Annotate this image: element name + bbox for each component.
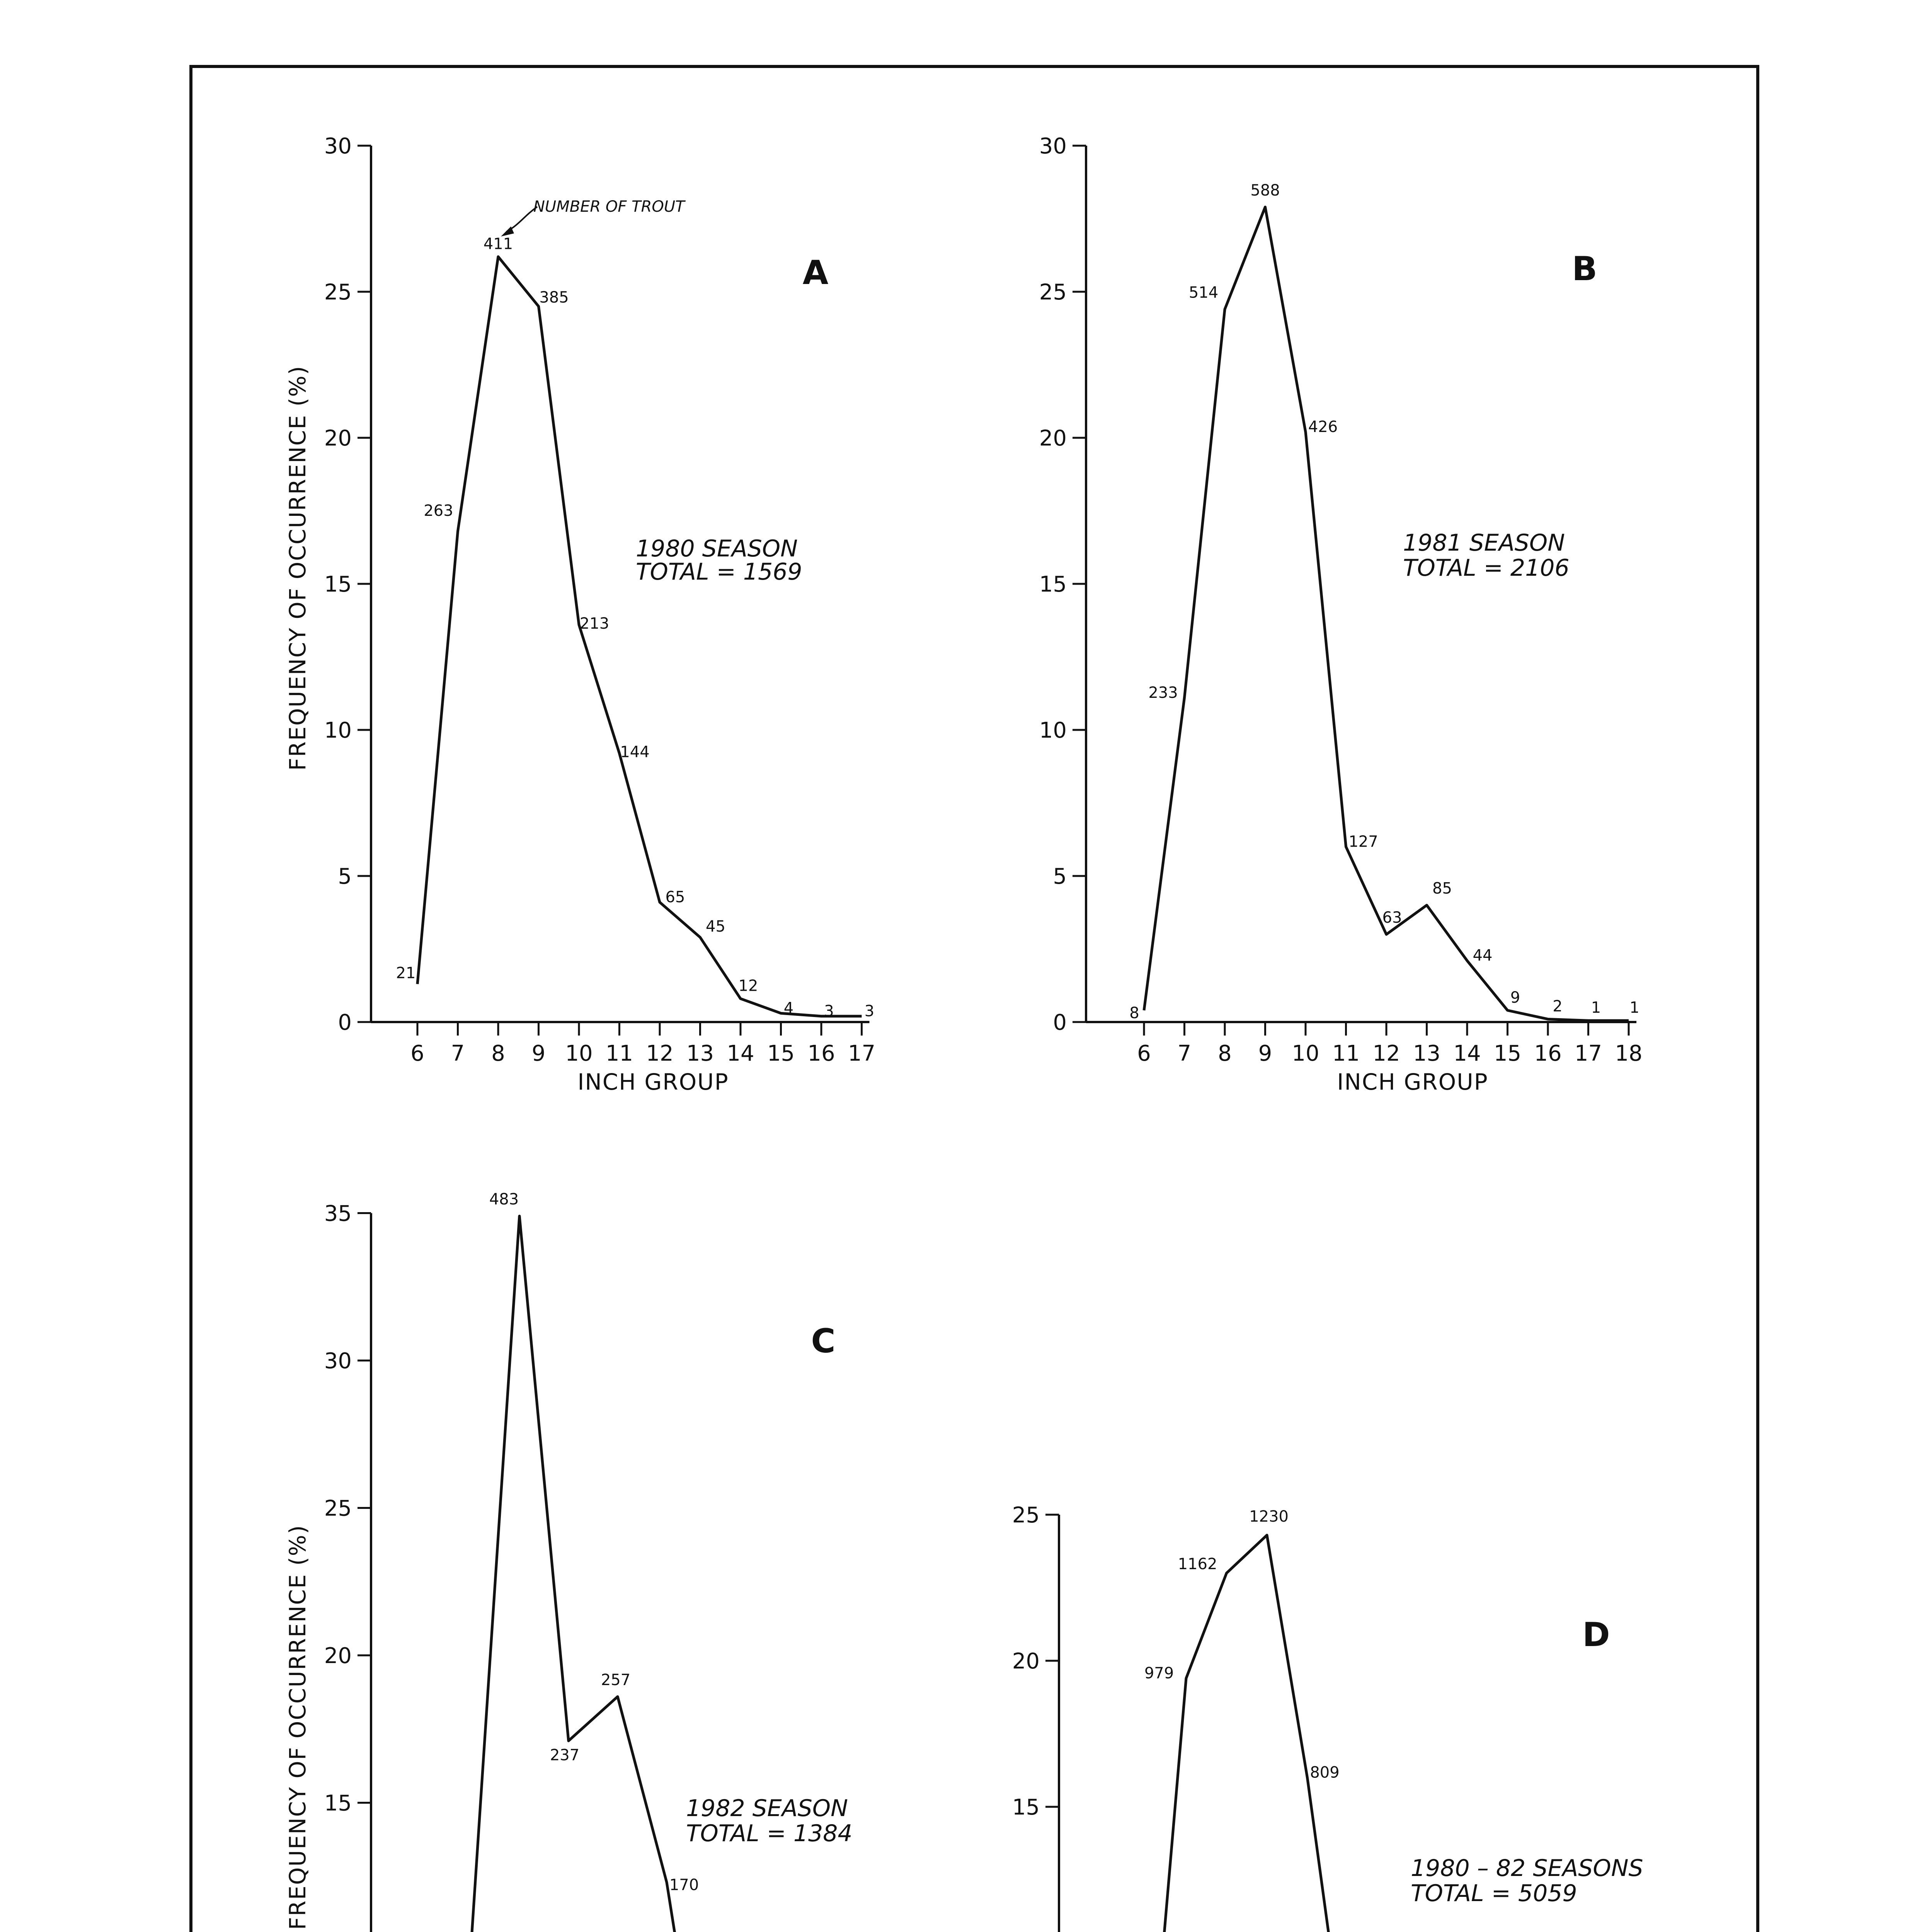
x-axis-title-b: INCH GROUP	[1337, 1069, 1488, 1095]
y-tick-label-b-0: 0	[1053, 1010, 1067, 1035]
total-text-a: TOTAL = 1569	[636, 558, 802, 585]
annotation-text-a: NUMBER OF TROUT	[533, 198, 685, 216]
x-tick-label-a-9: 15	[767, 1041, 795, 1066]
total-text-c: TOTAL = 1384	[686, 1820, 853, 1847]
data-label-d-2: 979	[1144, 1664, 1174, 1682]
data-label-d-4: 1230	[1249, 1507, 1289, 1526]
y-tick-label-c-4: 20	[324, 1643, 352, 1668]
y-tick-label-b-4: 20	[1039, 426, 1067, 451]
y-tick-label-c-7: 35	[324, 1201, 352, 1226]
x-axis-title-a: INCH GROUP	[577, 1069, 729, 1095]
y-tick-label-a-3: 15	[324, 572, 352, 597]
x-tick-label-a-10: 16	[807, 1041, 835, 1066]
data-label-a-9: 4	[783, 999, 794, 1017]
data-label-c-2: 483	[489, 1190, 519, 1209]
data-label-d-3: 1162	[1178, 1555, 1217, 1573]
data-label-a-5: 144	[620, 743, 650, 761]
x-tick-label-a-11: 17	[848, 1041, 876, 1066]
data-label-b-0: 8	[1129, 1004, 1139, 1022]
y-tick-label-c-3: 15	[324, 1791, 352, 1816]
data-label-a-11: 3	[864, 1002, 875, 1020]
x-tick-label-b-10: 16	[1534, 1041, 1562, 1066]
x-tick-label-b-5: 11	[1332, 1041, 1360, 1066]
data-label-b-6: 63	[1382, 909, 1402, 927]
data-label-c-4: 257	[601, 1671, 631, 1689]
x-tick-label-b-2: 8	[1218, 1041, 1232, 1066]
data-label-a-1: 263	[424, 502, 453, 520]
x-tick-label-b-1: 7	[1177, 1041, 1192, 1066]
y-axis-title-a: FREQUENCY OF OCCURRENCE (%)	[284, 365, 311, 771]
x-tick-label-b-4: 10	[1292, 1041, 1319, 1066]
data-label-b-4: 426	[1308, 418, 1338, 436]
y-tick-label-c-5: 25	[324, 1496, 352, 1521]
y-tick-label-d-4: 20	[1012, 1649, 1040, 1674]
y-tick-label-d-3: 15	[1012, 1795, 1040, 1820]
data-label-d-5: 809	[1310, 1764, 1340, 1782]
x-tick-label-b-0: 6	[1137, 1041, 1151, 1066]
data-label-b-12: 1	[1629, 999, 1639, 1017]
y-tick-label-a-6: 30	[324, 134, 352, 159]
x-tick-label-a-8: 14	[727, 1041, 754, 1066]
x-tick-label-b-8: 14	[1453, 1041, 1481, 1066]
panel-letter-b: B	[1572, 250, 1597, 288]
y-tick-label-a-1: 5	[338, 864, 352, 889]
x-tick-label-a-0: 6	[410, 1041, 424, 1066]
y-tick-label-b-6: 30	[1039, 134, 1067, 159]
data-label-a-8: 12	[738, 977, 758, 995]
data-label-a-4: 213	[579, 614, 609, 633]
data-label-b-7: 85	[1432, 879, 1452, 898]
x-tick-label-a-1: 7	[451, 1041, 465, 1066]
panel-letter-a: A	[802, 253, 829, 292]
y-tick-label-a-2: 10	[324, 718, 352, 743]
y-tick-label-a-4: 20	[324, 426, 352, 451]
data-label-b-1: 233	[1148, 684, 1178, 702]
panel-letter-c: C	[811, 1322, 836, 1361]
x-tick-label-a-6: 12	[646, 1041, 674, 1066]
data-label-b-8: 44	[1473, 947, 1493, 965]
x-tick-label-a-4: 10	[565, 1041, 593, 1066]
x-tick-label-b-9: 15	[1493, 1041, 1522, 1066]
panel-letter-d: D	[1582, 1616, 1610, 1654]
season-text-b: 1981 SEASON	[1403, 529, 1565, 556]
y-tick-label-b-3: 15	[1039, 572, 1067, 597]
x-tick-label-b-6: 12	[1372, 1041, 1400, 1066]
data-label-b-11: 1	[1591, 999, 1601, 1017]
data-label-c-5: 170	[669, 1876, 699, 1894]
data-label-a-0: 21	[396, 964, 416, 982]
x-tick-label-a-7: 13	[686, 1041, 714, 1066]
total-text-d: TOTAL = 5059	[1411, 1880, 1577, 1907]
data-label-b-9: 9	[1510, 988, 1520, 1007]
data-label-c-3: 237	[550, 1746, 580, 1764]
data-label-a-7: 45	[706, 917, 725, 935]
season-text-c: 1982 SEASON	[686, 1795, 848, 1822]
total-text-b: TOTAL = 2106	[1403, 554, 1570, 582]
x-tick-label-a-2: 8	[491, 1041, 505, 1066]
x-tick-label-b-3: 9	[1258, 1041, 1272, 1066]
y-tick-label-a-0: 0	[338, 1010, 352, 1035]
y-tick-label-c-6: 30	[324, 1349, 352, 1374]
data-label-a-2: 411	[483, 235, 513, 253]
data-label-b-2: 514	[1188, 284, 1219, 302]
series-line-a	[417, 257, 862, 1016]
y-tick-label-b-2: 10	[1039, 718, 1067, 743]
series-line-b	[1144, 207, 1629, 1020]
data-label-a-3: 385	[539, 288, 569, 306]
season-text-d: 1980 – 82 SEASONS	[1411, 1855, 1643, 1882]
y-tick-label-d-5: 25	[1012, 1503, 1040, 1528]
data-label-a-10: 3	[824, 1002, 834, 1020]
x-tick-label-a-3: 9	[531, 1041, 546, 1066]
data-label-b-10: 2	[1553, 997, 1563, 1015]
season-text-a: 1980 SEASON	[636, 535, 798, 562]
y-tick-label-b-1: 5	[1053, 864, 1067, 889]
data-label-a-6: 65	[665, 888, 685, 906]
x-tick-label-b-12: 18	[1615, 1041, 1643, 1066]
y-tick-label-b-5: 25	[1039, 280, 1067, 305]
data-label-b-5: 127	[1348, 833, 1378, 851]
x-tick-label-b-7: 13	[1413, 1041, 1441, 1066]
x-tick-label-b-11: 17	[1574, 1041, 1602, 1066]
y-tick-label-a-5: 25	[324, 280, 352, 305]
y-axis-title-c: FREQUENCY OF OCCURRENCE (%)	[284, 1524, 311, 1930]
x-tick-label-a-5: 11	[605, 1041, 633, 1066]
data-label-b-3: 588	[1250, 181, 1280, 199]
